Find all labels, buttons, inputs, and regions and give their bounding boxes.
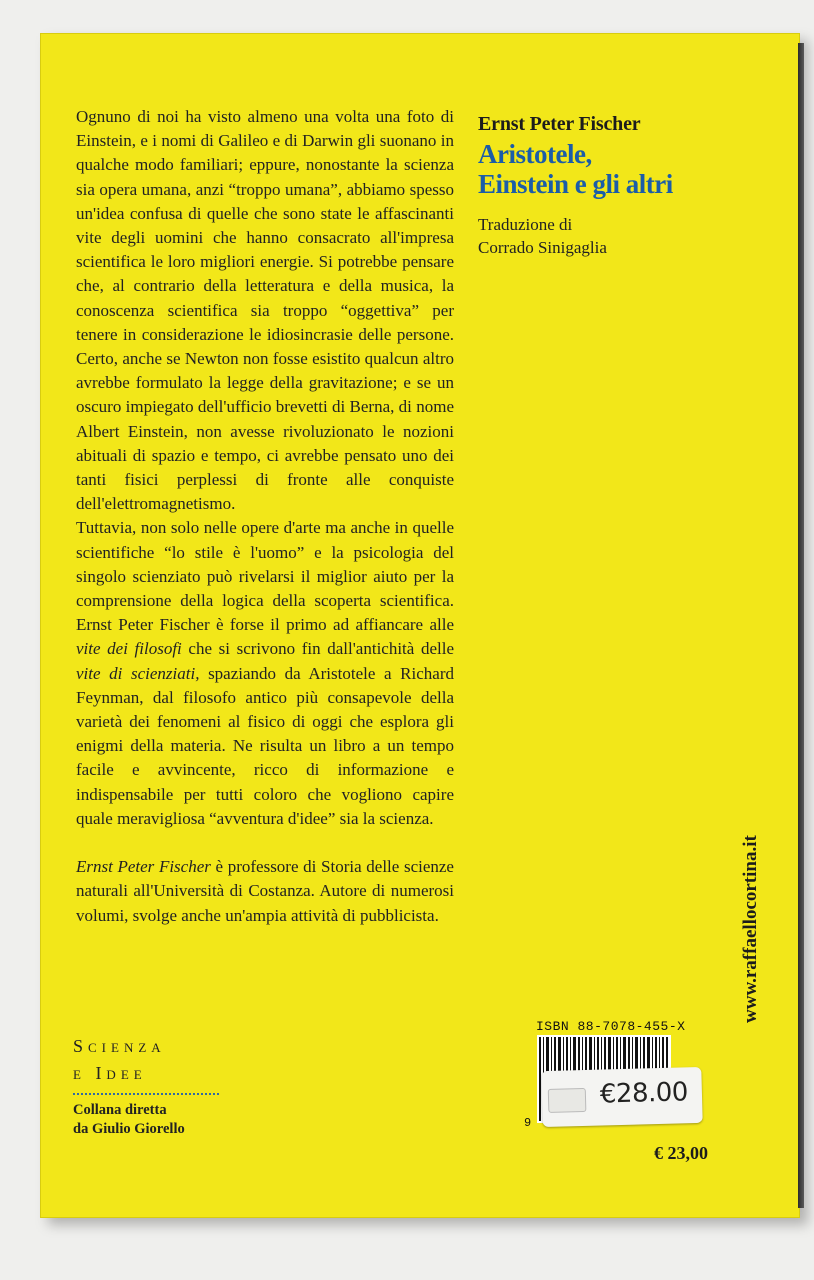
book-back-cover xyxy=(40,33,800,1218)
sticker-peeled-label xyxy=(548,1088,587,1113)
cover-price: € 23,00 xyxy=(654,1143,708,1163)
title-line: Aristotele, xyxy=(478,139,592,169)
blurb-paragraph-2 xyxy=(76,516,454,831)
isbn-number: ISBN 88-7078-455-X xyxy=(536,1019,686,1034)
book-spine-edge xyxy=(798,43,804,1208)
bio-text: è professore di Storia delle scienze naturali all'Università di Costanza. Autore di numerosi volumi, svolge anche un'ampia attività di pubblicista. xyxy=(76,857,454,925)
blurb-paragraph-1: Ognuno di noi ha visto almeno una volta una foto di Einstein, e i nomi di Galileo e di Darwin gli suonano in qualche modo familiari; eppure, nonostante la scienza sia opera umana, anzi “troppo umana”, abbiamo spesso un'idea confusa di quelle che sono state le affascinanti vite degli uomini che hanno consacrato all'impresa scientifica le loro migliori energie. Si potrebbe pensare che, al contrario della letteratura e della musica, la conoscenza scientifica sia troppo “oggettiva” per tenere in considerazione le idiosincrasie delle persone. Certo, anche se Newton non fosse esistito qualcun altro avrebbe formulato la legge della gravitazione; e se un oscuro impiegato dell'ufficio brevetti di Berna, di nome Albert Einstein, non avesse rivoluzionato le nozioni abituali di spazio e tempo, ci avrebbe pensato uno dei tanti fisici perplessi di fronte alle conquiste dell'elettromagnetismo. xyxy=(76,107,454,514)
series-editor-line: da Giulio Giorello xyxy=(73,1121,185,1137)
translator-name: Corrado Sinigaglia xyxy=(478,238,607,257)
bio-author-name: Ernst Peter Fischer xyxy=(76,857,211,877)
title-line: Einstein e gli altri xyxy=(478,169,673,199)
series-name-line: Scienza xyxy=(73,1036,166,1056)
author-name: Ernst Peter Fischer xyxy=(478,113,641,135)
series-editor-line: Collana diretta xyxy=(73,1102,167,1118)
publisher-website: www.raffaellocortina.it xyxy=(740,835,761,1023)
blurb-text: che si scrivono fin dall'antichità delle xyxy=(181,639,454,659)
blurb-italic-text: vite dei filosofi xyxy=(76,639,182,659)
series-dotted-rule xyxy=(73,1093,219,1095)
sticker-price: €28.00 xyxy=(599,1077,689,1110)
series-name-line: e Idee xyxy=(73,1063,147,1083)
blurb-italic-text: vite di scienziati, xyxy=(76,663,200,683)
barcode-digit: 9 xyxy=(524,1116,532,1130)
book-title xyxy=(478,139,778,199)
translation-credit xyxy=(478,213,607,259)
author-bio xyxy=(76,855,454,928)
price-sticker xyxy=(541,1067,702,1127)
blurb-text: Tuttavia, non solo nelle opere d'arte ma anche in quelle scientifiche “lo stile è l'uomo” e la psicologia del singolo scienziato può rivelarsi il miglior aiuto per la comprensione della logica della scoperta scientifica. Ernst Peter Fischer è forse il primo ad affiancare alle xyxy=(76,518,454,635)
blurb-text: spaziando da Aristotele a Richard Feynman, dal filosofo antico più consapevole della varietà dei fenomeni al fisico di oggi che esplora gli enigmi della materia. Ne risulta un libro a un tempo facile e avvincente, ricco di informazione e indispensabile per tutti coloro che vogliono capire quale meravigliosa “avventura d'idee” sia la scienza. xyxy=(76,663,454,828)
translation-label: Traduzione di xyxy=(478,215,573,234)
back-cover-blurb xyxy=(76,105,454,928)
series-block xyxy=(73,1033,233,1139)
